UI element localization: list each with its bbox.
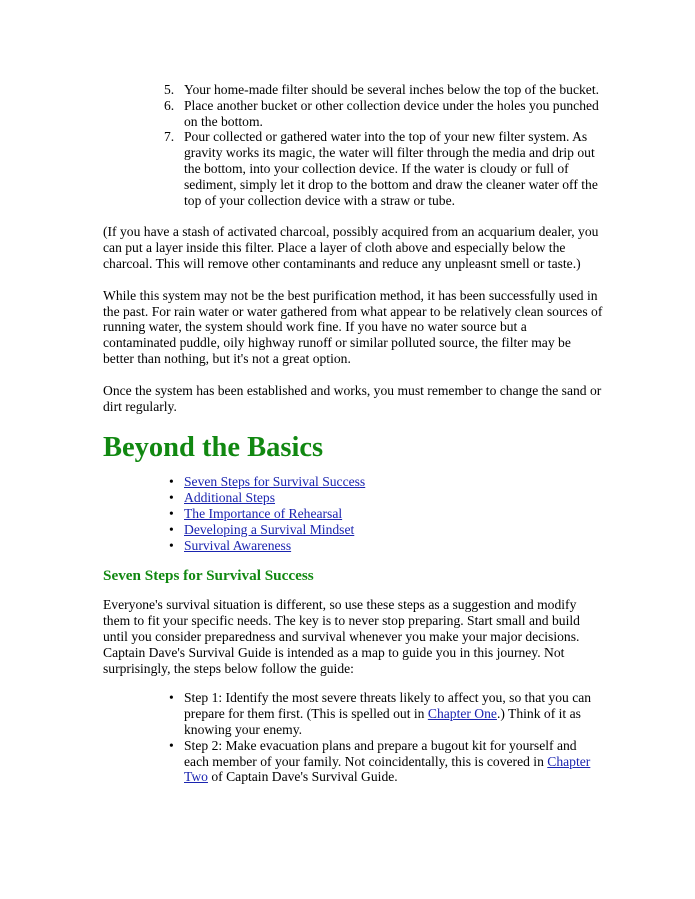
step-number: 7. (164, 129, 175, 145)
list-item (103, 98, 603, 130)
toc-link-seven-steps[interactable]: Seven Steps for Survival Success (184, 474, 366, 490)
bullet-text-after: of Captain Dave's Survival Guide. (207, 769, 398, 785)
bullet-icon: • (169, 490, 174, 506)
toc-link-awareness[interactable]: Survival Awareness (184, 537, 292, 553)
toc-link-additional-steps[interactable]: Additional Steps (184, 490, 276, 506)
step-number: 5. (164, 82, 175, 97)
bullet-icon: • (169, 537, 174, 553)
list-item (103, 129, 603, 208)
toc-item (103, 506, 603, 522)
bullet-text-after: .) Think of it as knowing your enemy. (184, 706, 581, 737)
list-item (103, 690, 603, 737)
numbered-steps-list (103, 82, 603, 208)
document-page (103, 82, 603, 785)
list-item (103, 82, 603, 98)
bullet-text-before: Step 2: Make evacuation plans and prepare a bugout kit for yourself and each member of your family. Not coincidentally, this is covered in (184, 737, 577, 769)
bullet-text-before: Step 1: Identify the most severe threats likely to affect you, so that you can prepare for them first. (This is spelled out in (184, 690, 592, 722)
toc-link-mindset[interactable]: Developing a Survival Mindset (184, 521, 355, 537)
toc-list (103, 474, 603, 553)
intro-paragraph: Everyone's survival situation is different, so use these steps as a suggestion and modify them to fit your specific needs. The key is to never stop preparing. Start small and build until you consider preparedness and survival whenever you make your major decisions. Captain Dave's Survival Guide is intended as a map to guide you in this journey. Not surprisingly, the steps below follow the guide: (103, 597, 580, 676)
toc-item (103, 522, 603, 538)
bullet-icon: • (169, 474, 174, 490)
charcoal-paragraph: (If you have a stash of activated charcoal, possibly acquired from an acquarium dealer, you can put a layer inside this filter. Place a layer of cloth above and especially below the charcoal. This will remove other contaminants and reduce any unpleasnt smell or taste.) (103, 224, 599, 271)
step-text: Pour collected or gathered water into the top of your new filter system. As gravity works its magic, the water will filter through the media and drip out the bottom, into your collection device. If the water is cloudy or full of sediment, simply let it drop to the bottom and draw the cleaner water off the top of your collection device with a straw or tube. (184, 129, 598, 208)
toc-item (103, 474, 603, 490)
step-text: Place another bucket or other collection device under the holes you punched on the bottom. (184, 97, 599, 129)
toc-link-rehearsal[interactable]: The Importance of Rehearsal (184, 505, 343, 521)
chapter-one-link[interactable]: Chapter One (427, 706, 497, 722)
bullet-icon: • (169, 737, 174, 753)
maintenance-paragraph: Once the system has been established and works, you must remember to change the sand or dirt regularly. (103, 382, 602, 414)
bullet-icon: • (169, 690, 174, 706)
step-number: 6. (164, 97, 175, 113)
toc-item (103, 490, 603, 506)
system-paragraph: While this system may not be the best purification method, it has been successfully used in the past. For rain water or water gathered from what appear to be relatively clean sources of running water, the system should work fine. If you have no water source but a contaminated puddle, oily highway runoff or similar polluted source, the filter may be better than nothing, but it's not a great option. (103, 287, 603, 366)
subsection-heading: Seven Steps for Survival Success (103, 567, 314, 585)
list-item (103, 738, 603, 785)
steps-bullet-list (103, 690, 603, 785)
bullet-icon: • (169, 521, 174, 537)
toc-item (103, 538, 603, 554)
section-heading: Beyond the Basics (103, 432, 324, 464)
step-text: Your home-made filter should be several inches below the top of the bucket. (184, 82, 600, 97)
chapter-two-link[interactable]: Chapter Two (184, 753, 591, 785)
bullet-icon: • (169, 505, 174, 521)
